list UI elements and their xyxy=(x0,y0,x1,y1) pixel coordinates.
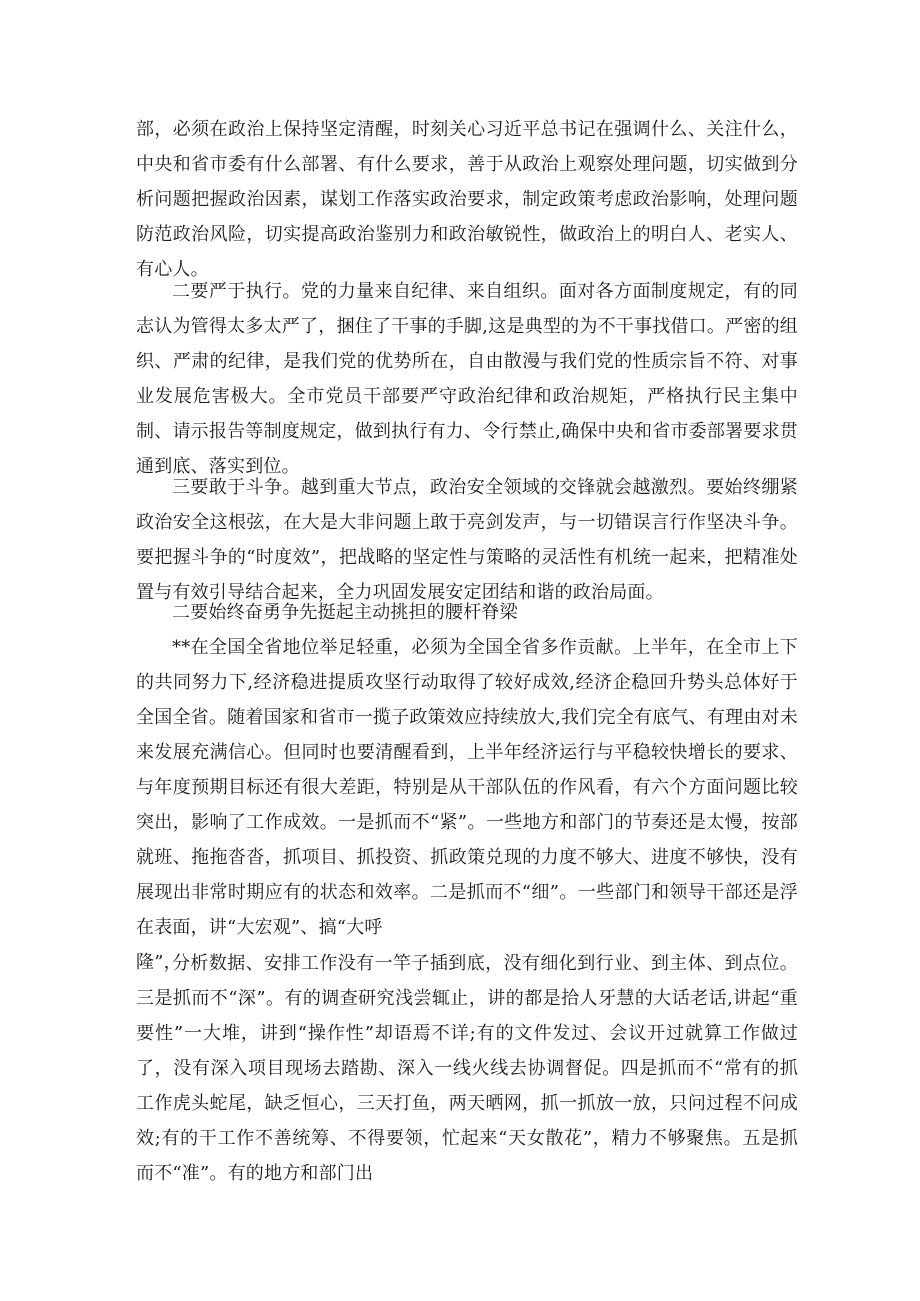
paragraph-strict-execution: 二要严于执行。党的力量来自纪律、来自组织。面对各方面制度规定，有的同志认为管得太多太严了，捆住了干事的手脚,这是典型的为不干事找借口。严密的组织、严肃的纪律，是我们党的优势所在，自由散漫与我们党的性质宗旨不符、对事业发展危害极大。全市党员干部要严守政治纪律和政治规矩，严格执行民主集中制、请示报告等制度规定，做到执行有力、令行禁止,确保中央和省市委部署要求贯通到底、落实到位。 xyxy=(136,281,798,477)
paragraph-political-awareness: 部，必须在政治上保持坚定清醒，时刻关心习近平总书记在强调什么、关注什么，中央和省市委有什么部署、有什么要求，善于从政治上观察处理问题，切实做到分析问题把握政治因素，谋划工作落实政治要求，制定政策考虑政治影响，处理问题防范政治风险，切实提高政治鉴别力和政治敏锐性，做政治上的明白人、老实人、有心人。 xyxy=(136,119,798,280)
paragraph-economic-situation-body: **在全国全省地位举足轻重，必须为全国全省多作贡献。上半年，在全市上下的共同努力下,经济稳进提质攻坚行动取得了较好成效,经济企稳回升势头总体好于全国全省。随着国家和省市一揽子政策效应持续放大,我们完全有底气、有理由对未来发展充满信心。但同时也要清醒看到，上半年经济运行与平稳较快增长的要求、与年度预期目标还有很大差距，特别是从干部队伍的作风看，有六个方面问题比较突出，影响了工作成效。一是抓而不“紧”。一些地方和部门的节奏还是太慢，按部就班、拖拖沓沓，抓项目、抓投资、抓政策兑现的力度不够大、进度不够快，没有展现出非常时期应有的状态和效率。二是抓而不“细”。一些部门和领导干部还是浮在表面，讲“大宏观”、搞“大呼 xyxy=(136,637,798,938)
paragraph-economic-situation-tail: 隆”， xyxy=(136,952,182,973)
paragraph-work-problems: 分析数据、安排工作没有一竿子插到底，没有细化到行业、到主体、到点位。三是抓而不“深”。有的调查研究浅尝辄止，讲的都是拾人牙慧的大话老话,讲起“重要性”一大堆，讲到“操作性”却语焉不详;有的文件发过、会议开过就算工作做过了，没有深入项目现场去踏勘、深入一线火线去协调督促。四是抓而不“常有的抓工作虎头蛇尾，缺乏恒心，三天打鱼，两天晒网，抓一抓放一放，只问过程不问成效;有的干工作不善统筹、不得要领，忙起来“天女散花”，精力不够聚焦。五是抓而不“准”。有的地方和部门出 xyxy=(136,953,798,1184)
paragraph-dare-to-struggle: 三要敢于斗争。越到重大节点，政治安全领域的交锋就会越激烈。要始终绷紧政治安全这根弦，在大是大非问题上敢于亮剑发声，与一切错误言行作坚决斗争。要把握斗争的“时度效”，把战略的坚定性与策略的灵活性有机统一起来，把精准处置与有效引导结合起来，全力巩固发展安定团结和谐的政治局面。 xyxy=(136,477,798,603)
section-heading: 二要始终奋勇争先挺起主动挑担的腰杆脊梁 xyxy=(172,602,518,623)
paragraph-economic-situation xyxy=(136,630,798,980)
